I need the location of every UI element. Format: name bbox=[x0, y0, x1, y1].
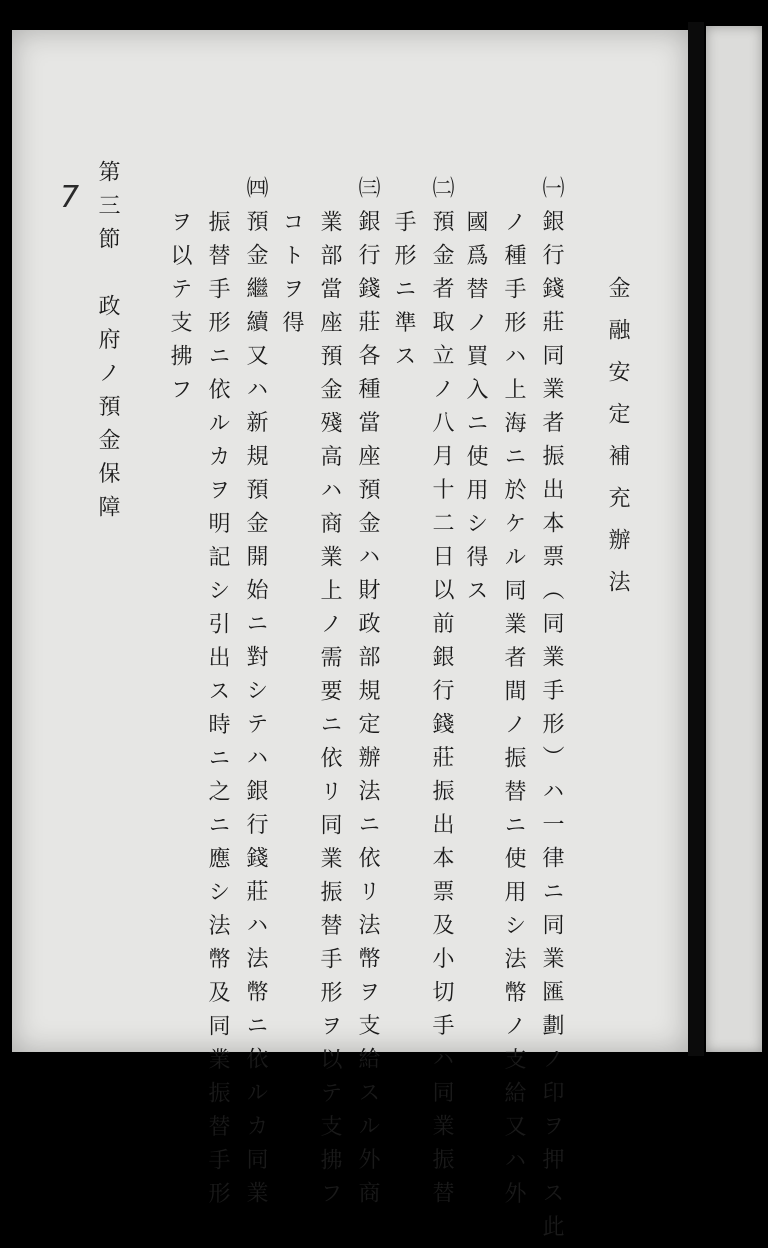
section-heading: 第三節 政府ノ預金保障 bbox=[95, 160, 120, 529]
page-marker: 7 bbox=[60, 180, 80, 215]
document-title: 金融安定補充辦法 bbox=[605, 276, 630, 612]
text-column-7: 業部當座預金殘高ハ商業上ノ需要ニ依リ同業振替手形ヲ以テ支拂フ bbox=[317, 210, 342, 1215]
text-column-8: コトヲ得 bbox=[279, 210, 304, 344]
text-column-5: 手形ニ準ス bbox=[391, 210, 416, 378]
adjacent-page bbox=[706, 26, 762, 1052]
text-column-2: ノ種手形ハ上海ニ於ケル同業者間ノ振替ニ使用シ法幣ノ支給又ハ外 bbox=[501, 210, 526, 1215]
text-column-9: ㈣預金繼續又ハ新規預金開始ニ對シテハ銀行錢莊ハ法幣ニ依ルカ同業 bbox=[243, 176, 268, 1215]
text-column-11: ヲ以テ支拂フ bbox=[167, 210, 192, 411]
text-column-3: 國爲替ノ買入ニ使用シ得ス bbox=[463, 210, 488, 612]
text-column-4: ㈡預金者取立ノ八月十二日以前銀行錢莊振出本票及小切手ハ同業振替 bbox=[429, 176, 454, 1215]
binding-edge bbox=[688, 22, 704, 1056]
text-column-10: 振替手形ニ依ルカヲ明記シ引出ス時ニ之ニ應シ法幣及同業振替手形 bbox=[205, 210, 230, 1215]
text-column-6: ㈢銀行錢莊各種當座預金ハ財政部規定辦法ニ依リ法幣ヲ支給スル外商 bbox=[355, 176, 380, 1215]
text-column-1: ㈠銀行錢莊同業者振出本票（同業手形）ハ一律ニ同業匯劃ノ印ヲ押ス此 bbox=[539, 176, 564, 1248]
document-page bbox=[12, 30, 688, 1248]
